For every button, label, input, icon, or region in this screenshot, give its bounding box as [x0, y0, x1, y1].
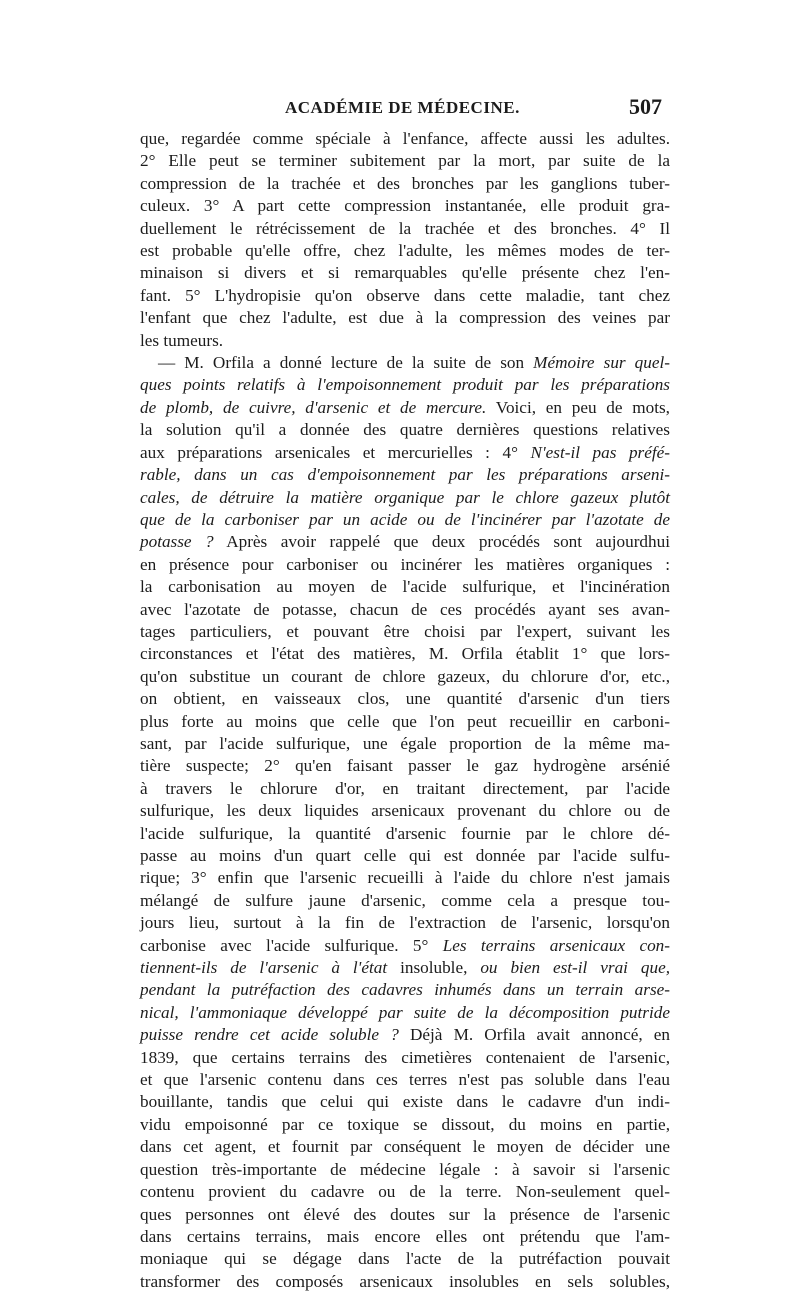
- text-line: transformer des composés arsenicaux insolubles en sels solubles,: [140, 1271, 670, 1291]
- text-line: avec l'azotate de potasse, chacun de ces procédés ayant ses avan-: [140, 599, 670, 619]
- italic-run: pendant la putréfaction des cadavres inhumés dans un terrain arse-: [140, 980, 670, 1000]
- text-line: et que l'arsenic contenu dans ces terres n'est pas soluble dans l'eau: [140, 1070, 670, 1090]
- text-line: tages particuliers, et pouvant être choisi par l'expert, suivant les: [140, 621, 670, 641]
- italic-run: potasse ?: [140, 532, 214, 552]
- text-line: [140, 487, 670, 509]
- italic-run: que de la carboniser par un acide ou de l'incinérer par l'azotate de: [140, 509, 670, 529]
- text-line: dans cet agent, et fournit par conséquent le moyen de décider une: [140, 1137, 670, 1157]
- text-line: ques personnes ont élevé des doutes sur la présence de l'arsenic: [140, 1204, 670, 1224]
- text-line: [140, 1024, 670, 1046]
- text-line: [140, 531, 670, 553]
- paragraph-2: [140, 352, 670, 1293]
- text-line: la solution qu'il a donnée des quatre dernières questions relatives: [140, 420, 670, 440]
- text-line: on obtient, en vaisseaux clos, une quantité d'arsenic d'un tiers: [140, 689, 670, 709]
- italic-run: ques points relatifs à l'empoisonnement produit par les préparations: [140, 375, 670, 395]
- text-line: est probable qu'elle offre, chez l'adulte, les mêmes modes de ter-: [140, 241, 670, 261]
- text-line: les tumeurs.: [140, 330, 224, 350]
- text-line: sant, par l'acide sulfurique, une égale proportion de la même ma-: [140, 733, 670, 753]
- text-line: [140, 509, 670, 531]
- text-line: minaison si divers et si remarquables qu'elle présente chez l'en-: [140, 263, 670, 283]
- text-line: 2° Elle peut se terminer subitement par la mort, par suite de la: [140, 151, 670, 171]
- text-line: passe au moins d'un quart celle qui est donnée par l'acide sulfu-: [140, 846, 670, 865]
- text-line: rique; 3° enfin que l'arsenic recueilli à l'aide du chlore n'est jamais: [140, 868, 670, 888]
- italic-run: nical, l'ammoniaque développé par suite de la décomposition putride: [140, 1002, 670, 1022]
- text-line: [140, 442, 670, 464]
- text-line: que, regardée comme spéciale à l'enfance, affecte aussi les adultes.: [140, 129, 670, 148]
- running-title: ACADÉMIE DE MÉDECINE.: [285, 98, 520, 117]
- text-line: question très-importante de médecine légale : à savoir si l'arsenic: [140, 1159, 670, 1179]
- page-header: [140, 88, 670, 128]
- text-line: moniaque qui se dégage dans l'acte de la putréfaction pouvait: [140, 1249, 670, 1269]
- italic-run: rable, dans un cas d'empoisonnement par les préparations arseni-: [140, 465, 670, 485]
- text-line: [140, 352, 670, 374]
- text-line: [140, 464, 670, 486]
- italic-run: puisse rendre cet acide soluble ?: [140, 1025, 399, 1045]
- text-line: circonstances et l'état des matières, M. Orfila établit 1° que lors-: [140, 644, 670, 664]
- text-line: l'enfant que chez l'adulte, est due à la compression des veines par: [140, 308, 670, 328]
- text-line: l'acide sulfurique, la quantité d'arsenic fournie par le chlore dé-: [140, 823, 670, 843]
- italic-run: Les terrains arsenicaux con-: [442, 935, 671, 955]
- text-line: plus forte au moins que celle que l'on peut recueillir en carboni-: [140, 711, 670, 731]
- text-line: la carbonisation au moyen de l'acide sulfurique, et l'incinération: [140, 577, 670, 597]
- text-run: — M. Orfila a donné lecture de la suite de son: [158, 353, 534, 373]
- text-line: en présence pour carboniser ou incinérer les matières organiques :: [140, 554, 670, 574]
- text-line: [140, 397, 670, 419]
- text-line: jours lieu, surtout à la fin de l'extraction de l'arsenic, lorsqu'on: [140, 913, 670, 933]
- text-line: compression de la trachée et des bronches par les ganglions tuber-: [140, 173, 670, 193]
- text-line: duellement le rétrécissement de la trachée et des bronches. 4° Il: [140, 218, 670, 238]
- text-run: insoluble,: [387, 958, 481, 978]
- italic-run: tiennent-ils de l'arsenic à l'état: [140, 958, 388, 978]
- italic-run: Mémoire sur quel-: [533, 353, 670, 373]
- paragraph-1: [140, 128, 670, 352]
- italic-run: cales, de détruire la matière organique par le chlore gazeux plutôt: [140, 487, 670, 507]
- text-line: [140, 979, 670, 1001]
- text-line: dans certains terrains, mais encore elles ont prétendu que l'am-: [140, 1226, 670, 1246]
- text-line: tière suspecte; 2° qu'en faisant passer le gaz hydrogène arsénié: [140, 756, 670, 776]
- text-line: sulfurique, les deux liquides arsenicaux provenant du chlore ou de: [140, 801, 670, 821]
- italic-run: ou bien est-il vrai que,: [480, 958, 670, 978]
- body-text: [140, 128, 670, 1293]
- italic-run: de plomb, de cuivre, d'arsenic et de mercure.: [140, 397, 487, 417]
- text-line: [140, 935, 670, 957]
- text-line: [140, 1002, 670, 1024]
- text-run: Après avoir rappelé que deux procédés sont aujourdhui: [213, 532, 670, 552]
- text-line: mélangé de sulfure jaune d'arsenic, comme cela a presque tou-: [140, 890, 670, 910]
- text-line: qu'on substitue un courant de chlore gazeux, du chlorure d'or, etc.,: [140, 666, 670, 686]
- text-line: [140, 374, 670, 396]
- text-line: 1839, que certains terrains des cimetières contenaient de l'arsenic,: [140, 1047, 670, 1067]
- text-line: à travers le chlorure d'or, en traitant directement, par l'acide: [140, 778, 670, 798]
- text-line: bouillante, tandis que celui qui existe dans le cadavre d'un indi-: [140, 1092, 670, 1112]
- text-run: Voici, en peu de mots,: [486, 397, 670, 417]
- text-run: carbonise avec l'acide sulfurique. 5°: [140, 935, 443, 955]
- text-line: [140, 957, 670, 979]
- page-number: 507: [629, 94, 662, 119]
- text-run: Déjà M. Orfila avait annoncé, en: [398, 1025, 671, 1045]
- text-run: aux préparations arsenicales et mercurielles : 4°: [140, 442, 531, 462]
- text-line: fant. 5° L'hydropisie qu'on observe dans cette maladie, tant chez: [140, 285, 670, 305]
- book-page: [140, 88, 670, 1293]
- text-line: vidu empoisonné par ce toxique se dissout, du moins en partie,: [140, 1114, 670, 1134]
- text-line: culeux. 3° A part cette compression instantanée, elle produit gra-: [140, 196, 670, 216]
- italic-run: N'est-il pas préfé-: [530, 442, 670, 462]
- text-line: contenu provient du cadavre ou de la terre. Non-seulement quel-: [140, 1182, 670, 1202]
